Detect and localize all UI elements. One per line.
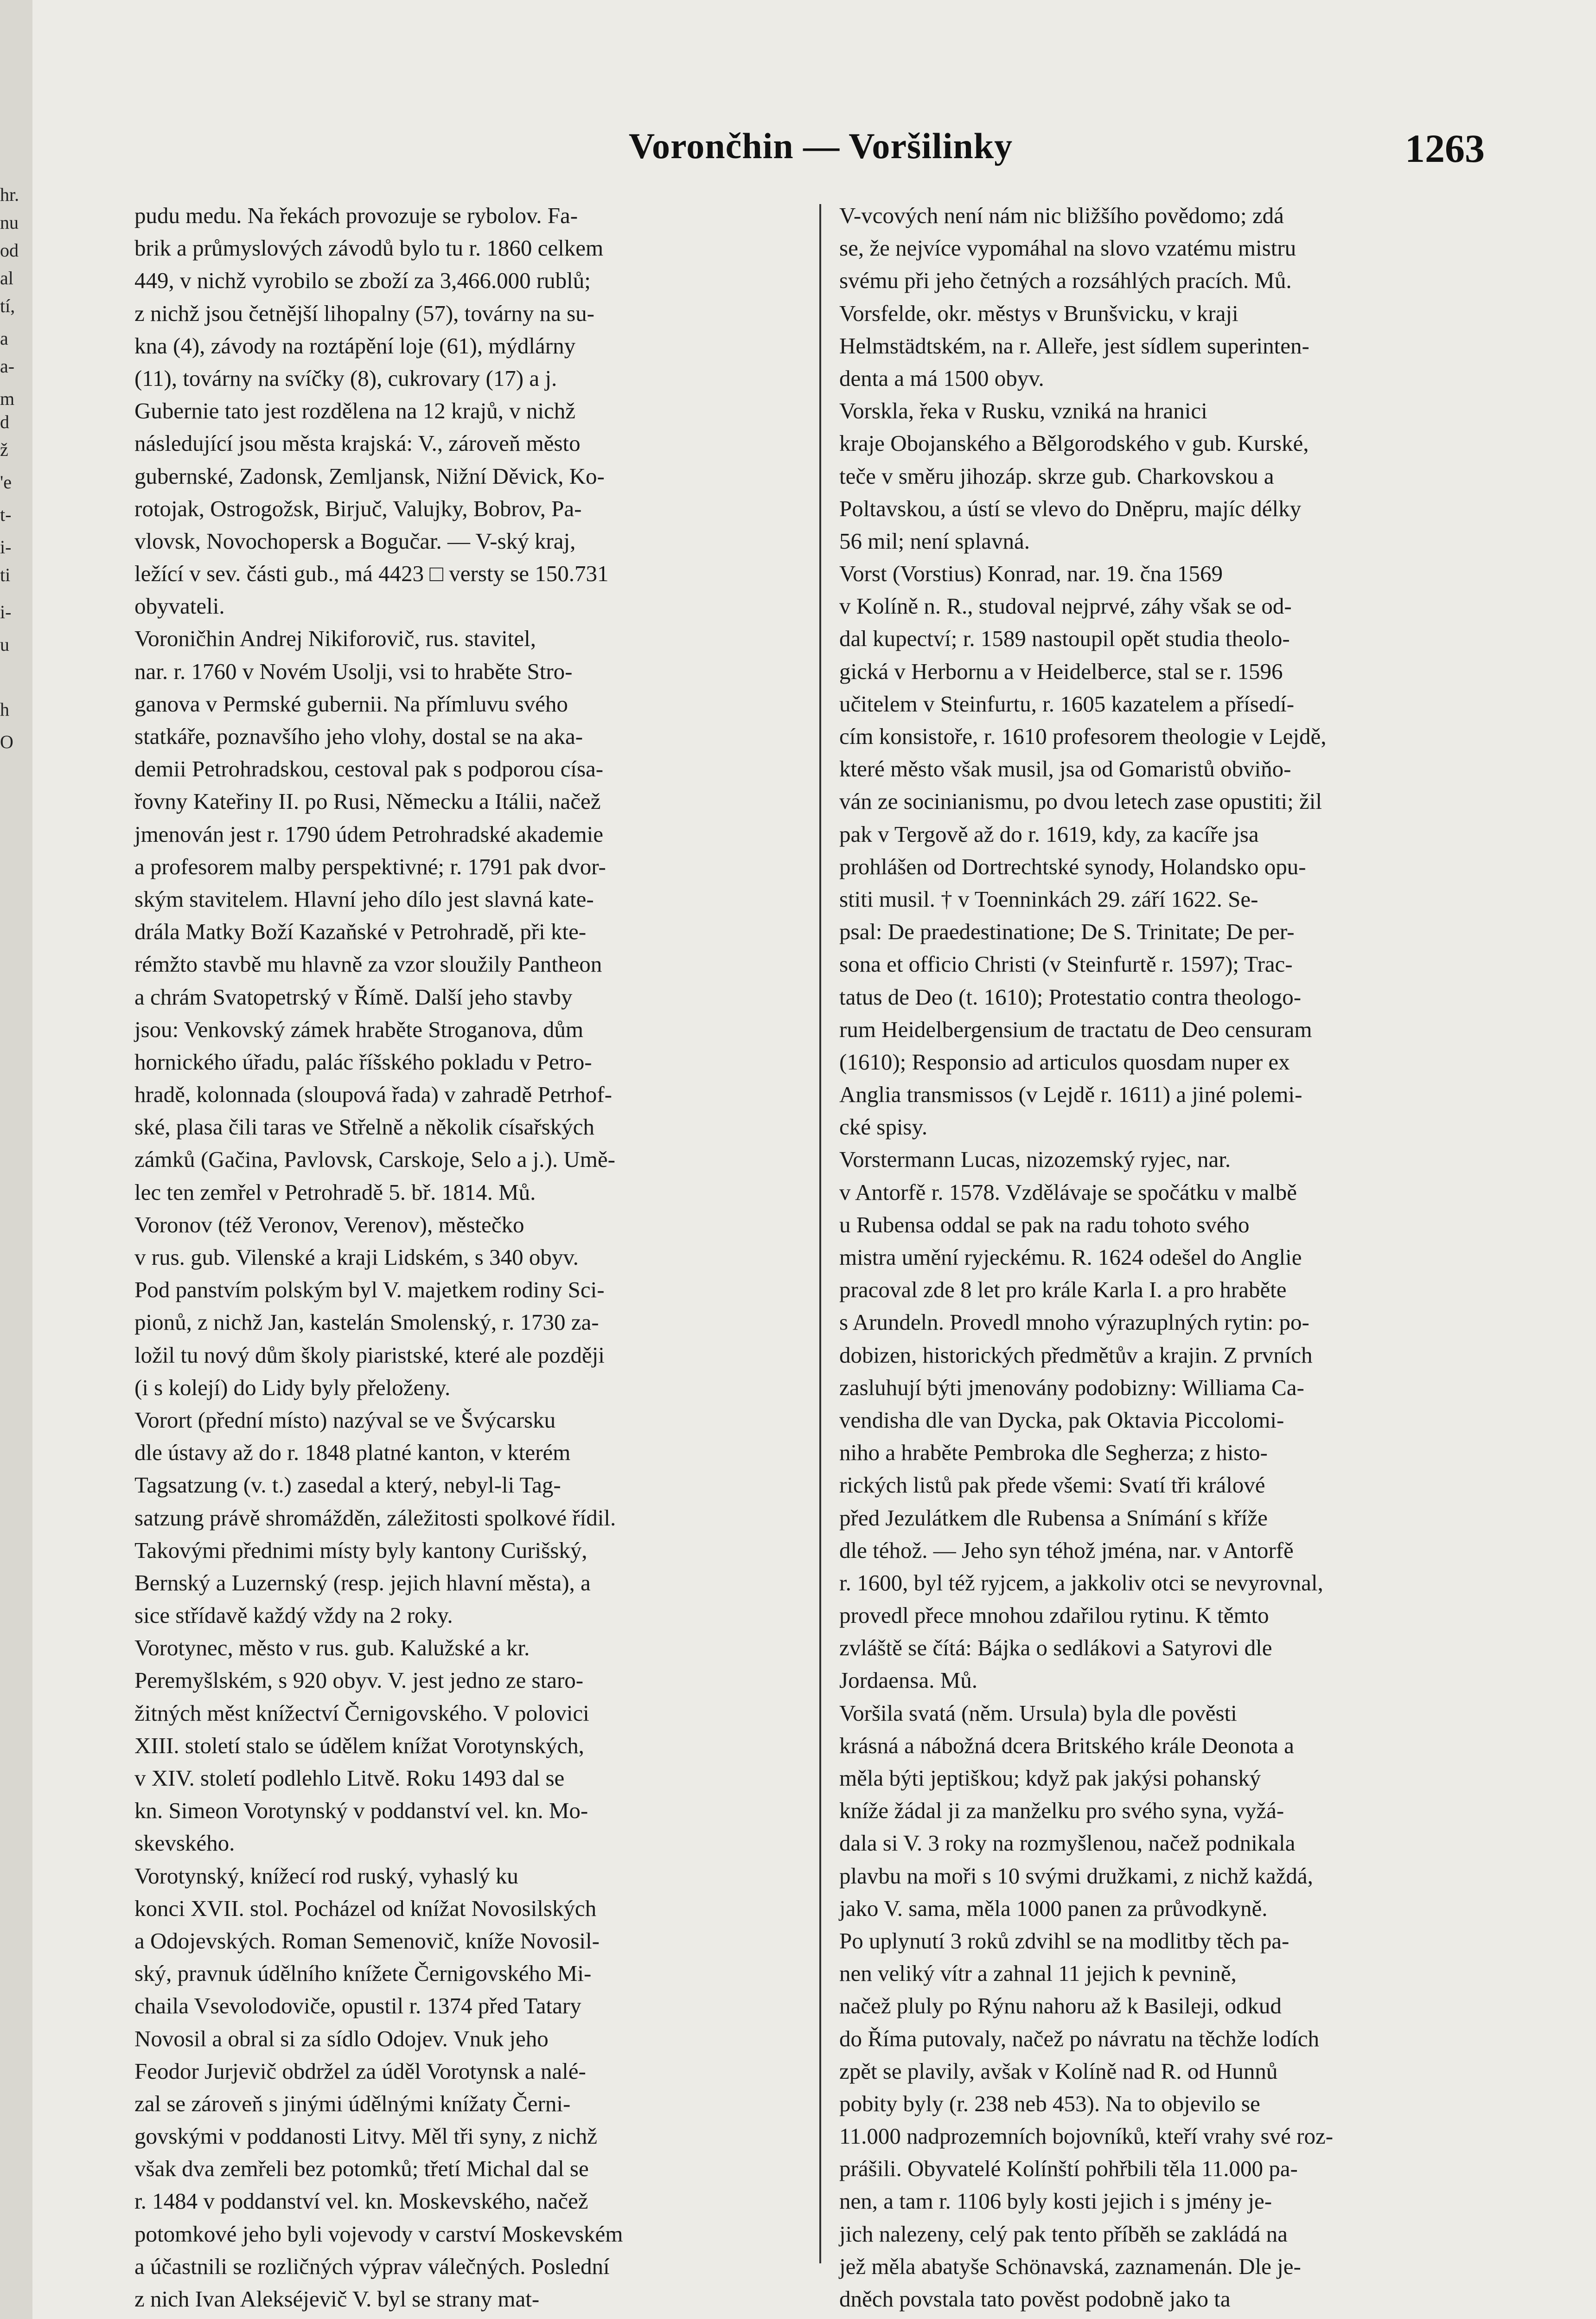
left-column — [134, 199, 807, 2312]
page-header — [32, 125, 1596, 181]
previous-page-fragment: t- — [0, 504, 12, 525]
text-line: kn. Simeon Vorotynský v poddanství vel. kn. Mo- — [134, 1798, 588, 1824]
text-line: pracoval zde 8 let pro krále Karla I. a pro hraběte — [839, 1277, 1287, 1303]
text-line: provedl přece mnohou zdařilou rytinu. K těmto — [839, 1602, 1269, 1628]
text-line: rémžto stavbě mu hlavně za vzor sloužily Pantheon — [134, 951, 602, 977]
text-line: Helmstädtském, na r. Alleře, jest sídlem superinten- — [839, 333, 1309, 359]
text-line: Jordaensa. Mů. — [839, 1667, 978, 1693]
text-line: sona et officio Christi (v Steinfurtě r. 1597); Trac- — [839, 951, 1293, 977]
text-line: stiti musil. † v Toenninkách 29. září 1622. Se- — [839, 886, 1258, 912]
text-line: XIII. století stalo se údělem knížat Vorotynských, — [134, 1732, 584, 1758]
previous-page-fragment: u — [0, 634, 9, 655]
page-bottom-margin — [32, 2276, 1596, 2319]
text-line: drála Matky Boží Kazaňské v Petrohradě, při kte- — [134, 919, 587, 945]
text-line: r. 1484 v poddanství vel. kn. Moskevského, načež — [134, 2188, 588, 2214]
text-line: z nich Ivan Alekséjevič V. byl se strany mat- — [134, 2286, 540, 2312]
text-line: ské, plasa čili taras ve Střelně a několik císařských — [134, 1114, 594, 1140]
text-line: gická v Herbornu a v Heidelberce, stal se r. 1596 — [839, 658, 1283, 684]
text-line: ván ze socinianismu, po dvou letech zase opustiti; žil — [839, 788, 1322, 814]
text-line: Po uplynutí 3 roků zdvihl se na modlitby těch pa- — [839, 1928, 1290, 1954]
text-line: brik a průmyslových závodů bylo tu r. 1860 celkem — [134, 235, 604, 261]
text-line: sice střídavě každý vždy na 2 roky. — [134, 1602, 453, 1628]
text-line: kníže žádal ji za manželku pro svého syna, vyžá- — [839, 1798, 1284, 1824]
text-line: 11.000 nadprozemních bojovníků, kteří vrahy své roz- — [839, 2123, 1334, 2149]
text-line: u Rubensa oddal se pak na radu tohoto svého — [839, 1211, 1250, 1237]
previous-page-fragment: h — [0, 699, 9, 720]
text-line: hradě, kolonnada (sloupová řada) v zahradě Petrhof- — [134, 1082, 612, 1108]
text-line: do Říma putovaly, načež po návratu na těchže lodích — [839, 2025, 1319, 2051]
text-line: prášili. Obyvatelé Kolínští pohřbili těla 11.000 pa- — [839, 2156, 1298, 2182]
text-line: měla býti jeptiškou; když pak jakýsi pohanský — [839, 1765, 1261, 1791]
text-line: jmenován jest r. 1790 údem Petrohradské akademie — [134, 821, 604, 847]
text-line: lec ten zemřel v Petrohradě 5. bř. 1814. Mů. — [134, 1179, 536, 1205]
text-line: (11), továrny na svíčky (8), cukrovary (17) a j. — [134, 365, 557, 391]
text-line: teče v směru jihozáp. skrze gub. Charkovskou a — [839, 463, 1274, 489]
text-line: dal kupectví; r. 1589 nastoupil opět studia theolo- — [839, 626, 1290, 652]
text-line: řovny Kateřiny II. po Rusi, Německu a Itálii, načež — [134, 788, 601, 814]
text-line: rotojak, Ostrogožsk, Birjuč, Valujky, Bobrov, Pa- — [134, 495, 582, 521]
text-line: v Kolíně n. R., studoval nejprvé, záhy však se od- — [839, 593, 1292, 619]
text-line: a účastnili se rozličných výprav válečných. Poslední — [134, 2253, 610, 2279]
text-line: cké spisy. — [839, 1114, 928, 1140]
text-line: Vorst (Vorstius) Konrad, nar. 19. čna 1569 — [839, 561, 1223, 587]
text-line: plavbu na moři s 10 svými družkami, z nichž každá, — [839, 1863, 1313, 1889]
text-line: Bernský a Luzernský (resp. jejich hlavní města), a — [134, 1569, 591, 1595]
previous-page-fragment: od — [0, 240, 19, 261]
previous-page-fragment: nu — [0, 212, 19, 233]
text-line: Novosil a obral si za sídlo Odojev. Vnuk jeho — [134, 2025, 549, 2051]
text-line: vendisha dle van Dycka, pak Oktavia Piccolomi- — [839, 1407, 1284, 1433]
text-line: Voroničhin Andrej Nikiforovič, rus. stavitel, — [134, 626, 536, 652]
right-column — [839, 199, 1512, 2312]
text-line: potomkové jeho byli vojevody v carství Moskevském — [134, 2221, 623, 2247]
text-line: Vorotynský, knížecí rod ruský, vyhaslý ku — [134, 1863, 518, 1889]
text-line: zvláště se čítá: Bájka o sedlákovi a Satyrovi dle — [839, 1635, 1272, 1661]
previous-page-fragment: al — [0, 268, 13, 288]
text-line: svému při jeho četných a rozsáhlých pracích. Mů. — [839, 268, 1292, 294]
text-line: se, že nejvíce vypomáhal na slovo vzatému mistru — [839, 235, 1296, 261]
text-line: v XIV. století podlehlo Litvě. Roku 1493 dal se — [134, 1765, 565, 1791]
text-line: rických listů pak přede všemi: Svatí tři králové — [839, 1472, 1265, 1498]
text-line: Vorstermann Lucas, nizozemský ryjec, nar. — [839, 1147, 1231, 1172]
text-line: a Odojevských. Roman Semenovič, kníže Novosil- — [134, 1928, 600, 1954]
text-line: Vorsfelde, okr. městys v Brunšvicku, v kraji — [839, 300, 1238, 326]
previous-page-edge — [0, 0, 32, 2319]
previous-page-fragment: m — [0, 388, 15, 409]
text-line: dle ústavy až do r. 1848 platné kanton, v kterém — [134, 1440, 571, 1466]
text-line: nen, a tam r. 1106 byly kosti jejich i s jmény je- — [839, 2188, 1272, 2214]
text-line: jež měla abatyše Schönavská, zaznamenán. Dle je- — [839, 2253, 1301, 2279]
text-line: (1610); Responsio ad articulos quosdam nuper ex — [839, 1049, 1290, 1075]
text-line: govskými v poddanosti Litvy. Měl tři syny, z nichž — [134, 2123, 598, 2149]
text-line: nen veliký vítr a zahnal 11 jejich k pevnině, — [839, 1960, 1237, 1986]
text-line: hornického úřadu, palác říšského pokladu v Petro- — [134, 1049, 592, 1075]
text-line: satzung právě shromážděn, záležitosti spolkové řídil. — [134, 1505, 616, 1531]
text-line: statkáře, poznavšího jeho vlohy, dostal se na aka- — [134, 724, 583, 749]
text-line: pak v Tergově až do r. 1619, kdy, za kacíře jsa — [839, 821, 1259, 847]
text-line: 56 mil; není splavná. — [839, 528, 1030, 554]
text-line: tatus de Deo (t. 1610); Protestatio contra theologo- — [839, 984, 1302, 1010]
text-line: následující jsou města krajská: V., zároveň město — [134, 430, 581, 456]
text-line: ský, pravnuk údělního knížete Černigovského Mi- — [134, 1960, 592, 1986]
text-line: ganova v Permské gubernii. Na přímluvu svého — [134, 691, 568, 717]
text-line: v rus. gub. Vilenské a kraji Lidském, s 340 obyv. — [134, 1244, 579, 1270]
text-line: denta a má 1500 obyv. — [839, 365, 1044, 391]
running-head: Vorončhin — Voršilinky — [628, 126, 1013, 166]
text-line: Pod panstvím polským byl V. majetkem rodiny Sci- — [134, 1277, 605, 1303]
text-line: Takovými přednimi místy byly kantony Curišský, — [134, 1537, 587, 1563]
text-line: psal: De praedestinatione; De S. Trinitate; De per- — [839, 919, 1295, 945]
text-line: mistra umění ryjeckému. R. 1624 odešel do Anglie — [839, 1244, 1302, 1270]
previous-page-fragment: 'e — [0, 472, 12, 493]
text-line: pobity byly (r. 238 neb 453). Na to objevilo se — [839, 2090, 1260, 2116]
text-line: zal se zároveň s jinými údělnými knížaty Černi- — [134, 2090, 571, 2116]
text-line: chaila Vsevolodoviče, opustil r. 1374 před Tatary — [134, 1993, 581, 2019]
text-line: vlovsk, Novochopersk a Bogučar. — V-ský kraj, — [134, 528, 576, 554]
text-line: a profesorem malby perspektivné; r. 1791 pak dvor- — [134, 853, 606, 879]
text-line: s Arundeln. Provedl mnoho výrazuplných rytin: po- — [839, 1309, 1309, 1335]
previous-page-fragment: a — [0, 328, 8, 349]
text-line: konci XVII. stol. Pocházel od knížat Novosilských — [134, 1895, 597, 1921]
text-line: Poltavskou, a ústí se vlevo do Dněpru, majíc délky — [839, 495, 1302, 521]
dictionary-page — [32, 0, 1596, 2319]
text-line: z nichž jsou četnější lihopalny (57), továrny na su- — [134, 300, 594, 326]
text-line: (i s kolejí) do Lidy byly přeloženy. — [134, 1374, 451, 1400]
text-line: ským stavitelem. Hlavní jeho dílo jest slavná kate- — [134, 886, 594, 912]
previous-page-fragment: O — [0, 731, 13, 752]
text-line: dala si V. 3 roky na rozmyšlenou, načež podnikala — [839, 1830, 1296, 1856]
text-line: pionů, z nichž Jan, kastelán Smolenský, r. 1730 za- — [134, 1309, 599, 1335]
text-line: r. 1600, byl též ryjcem, a jakkoliv otci se nevyrovnal, — [839, 1569, 1323, 1595]
text-line: jako V. sama, měla 1000 panen za průvodkyně. — [839, 1895, 1268, 1921]
text-line: nar. r. 1760 v Novém Usolji, vsi to hraběte Stro- — [134, 658, 573, 684]
text-line: zasluhují býti jmenovány podobizny: Williama Ca- — [839, 1374, 1304, 1400]
text-line: které město však musil, jsa od Gomaristů obviňo- — [839, 756, 1291, 782]
text-line: Feodor Jurjevič obdržel za úděl Vorotynsk a nalé- — [134, 2058, 586, 2084]
text-line: pudu medu. Na řekách provozuje se rybolov. Fa- — [134, 203, 578, 228]
text-line: Vorskla, řeka v Rusku, vzniká na hranici — [839, 398, 1207, 424]
text-line: Gubernie tato jest rozdělena na 12 krajů, v nichž — [134, 398, 576, 424]
text-line: Voronov (též Veronov, Verenov), městečko — [134, 1211, 524, 1237]
text-line: však dva zemřeli bez potomků; třetí Michal dal se — [134, 2156, 589, 2182]
text-line: dle téhož. — Jeho syn téhož jména, nar. v Antorfě — [839, 1537, 1294, 1563]
text-line: a chrám Svatopetrský v Římě. Další jeho stavby — [134, 984, 573, 1010]
text-line: jich nalezeny, celý pak tento příběh se zakládá na — [839, 2221, 1288, 2247]
text-line: Tagsatzung (v. t.) zasedal a který, nebyl-li Tag- — [134, 1472, 561, 1498]
text-line: gubernské, Zadonsk, Zemljansk, Nižní Děvick, Ko- — [134, 463, 605, 489]
text-line: skevského. — [134, 1830, 235, 1856]
text-line: Vorort (přední místo) nazýval se ve Švýcarsku — [134, 1407, 556, 1433]
text-line: kna (4), závody na roztápění loje (61), mýdlárny — [134, 333, 576, 359]
text-line: cím konsistoře, r. 1610 profesorem theologie v Lejdě, — [839, 724, 1327, 749]
text-line: krásná a nábožná dcera Britského krále Deonota a — [839, 1732, 1294, 1758]
text-line: dněch povstala tato pověst podobně jako ta — [839, 2286, 1231, 2312]
text-line: dobizen, historických předmětův a krajin. Z prvních — [839, 1342, 1313, 1368]
text-line: Voršila svatá (něm. Ursula) byla dle pověsti — [839, 1700, 1237, 1726]
previous-page-fragment: i- — [0, 537, 12, 557]
text-line: V-vcových není nám nic bližšího povědomo; zdá — [839, 203, 1284, 228]
text-line: ležící v sev. části gub., má 4423 □ versty se 150.731 — [134, 561, 609, 587]
text-line: žitných měst knížectví Černigovského. V polovici — [134, 1700, 589, 1726]
text-line: Peremyšlském, s 920 obyv. V. jest jedno ze staro- — [134, 1667, 584, 1693]
previous-page-fragment: i- — [0, 602, 12, 622]
text-line: prohlášen od Dortrechtské synody, Holandsko opu- — [839, 853, 1306, 879]
column-divider — [819, 204, 821, 2263]
text-line: před Jezulátkem dle Rubensa a Snímání s kříže — [839, 1505, 1268, 1531]
text-line: rum Heidelbergensium de tractatu de Deo censuram — [839, 1016, 1312, 1042]
text-line: obyvateli. — [134, 593, 225, 619]
page-number: 1263 — [1405, 126, 1485, 171]
text-line: zámků (Gačina, Pavlovsk, Carskoje, Selo a j.). Umě- — [134, 1147, 615, 1172]
text-line: demii Petrohradskou, cestoval pak s podporou císa- — [134, 756, 604, 782]
text-line: Anglia transmissos (v Lejdě r. 1611) a jiné polemi- — [839, 1082, 1302, 1108]
previous-page-fragment: hr. — [0, 184, 19, 205]
text-line: ložil tu nový dům školy piaristské, které ale později — [134, 1342, 605, 1368]
previous-page-fragment: d — [0, 411, 9, 432]
text-line: v Antorfě r. 1578. Vzdělávaje se spočátku v malbě — [839, 1179, 1297, 1205]
previous-page-fragment: a- — [0, 356, 15, 377]
text-line: kraje Obojanského a Bělgorodského v gub. Kurské, — [839, 430, 1309, 456]
previous-page-fragment: ti — [0, 564, 11, 585]
previous-page-fragment: ž — [0, 439, 8, 460]
previous-page-fragment: tí, — [0, 295, 15, 316]
text-line: Vorotynec, město v rus. gub. Kalužské a kr. — [134, 1635, 530, 1661]
text-line: 449, v nichž vyrobilo se zboží za 3,466.000 rublů; — [134, 268, 591, 294]
text-line: učitelem v Steinfurtu, r. 1605 kazatelem a přísedí- — [839, 691, 1295, 717]
text-line: niho a hraběte Pembroka dle Segherza; z histo- — [839, 1440, 1268, 1466]
text-line: jsou: Venkovský zámek hraběte Stroganova, dům — [134, 1016, 584, 1042]
text-line: zpět se plavily, avšak v Kolíně nad R. od Hunnů — [839, 2058, 1278, 2084]
text-line: načež pluly po Rýnu nahoru až k Basileji, odkud — [839, 1993, 1282, 2019]
